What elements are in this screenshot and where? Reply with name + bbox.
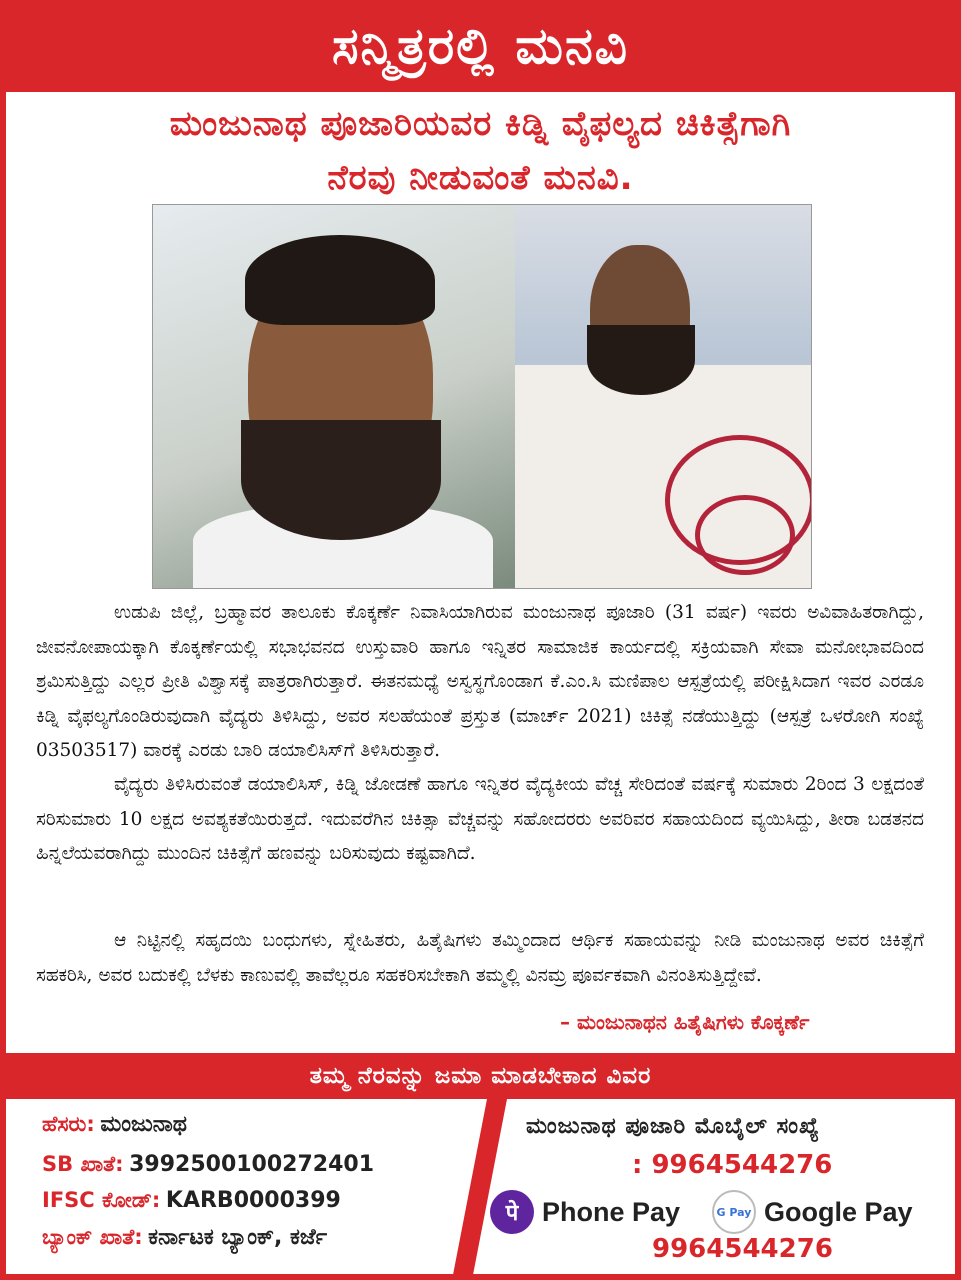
headline-line2: ನೆರವು ನೀಡುವಂತೆ ಮನವಿ. bbox=[327, 158, 634, 198]
phonepe-icon: पे bbox=[490, 1190, 534, 1234]
portrait-photo bbox=[153, 205, 515, 588]
phonepe-label: Phone Pay bbox=[542, 1196, 681, 1227]
payment-number: 9964544276 bbox=[652, 1234, 833, 1264]
body-paragraph-2: ವೈದ್ಯರು ತಿಳಿಸಿರುವಂತೆ ಡಯಾಲಿಸಿಸ್, ಕಿಡ್ನಿ ಜೋಡಣೆ ಹಾಗೂ ಇನ್ನಿತರ ವೈದ್ಯಕೀಯ ವೆಚ್ಚ ಸೇರಿದಂತೆ ವರ್ಷಕ್ಕೆ ಸುಮಾರು 2ರಿಂದ 3 ಲಕ್ಷದಂತೆ ಸರಿಸುಮಾರು 10 ಲಕ್ಷದ ಅವಶ್ಯಕತೆಯಿರುತ್ತದೆ. ಇದುವರೆಗಿನ ಚಿಕಿತ್ಸಾ ವೆಚ್ಚವನ್ನು ಸಹೋದರರು ಅವರಿವರ ಸಹಾಯದಿಂದ ವ್ಯಯಿಸಿದ್ದು, ತೀರಾ ಬಡತನದ ಹಿನ್ನಲೆಯವರಾಗಿದ್ದು ಮುಂದಿನ ಚಿಕಿತ್ಸೆಗೆ ಹಣವನ್ನು ಬರಿಸುವುದು ಕಷ್ಟವಾಗಿದೆ. bbox=[36, 774, 924, 864]
account-name-row: ಹೆಸರು: ಮಂಜುನಾಥ bbox=[42, 1112, 187, 1137]
body-paragraph-3: ಆ ನಿಟ್ಟಿನಲ್ಲಿ ಸಹೃದಯಿ ಬಂಧುಗಳು, ಸ್ನೇಹಿತರು, ಹಿತೈಷಿಗಳು ತಮ್ಮಿಂದಾದ ಆರ್ಥಿಕ ಸಹಾಯವನ್ನು ನೀಡಿ ಮಂಜುನಾಥ ಅವರ ಚಿಕಿತ್ಸೆಗೆ ಸಹಕರಿಸಿ, ಅವರ ಬದುಕಲ್ಲಿ ಬೆಳಕು ಕಾಣುವಲ್ಲಿ ತಾವೆಲ್ಲರೂ ಸಹಕರಿಸಬೇಕಾಗಿ ತಮ್ಮಲ್ಲಿ ವಿನಮ್ರ ಪೂರ್ವಕವಾಗಿ ವಿನಂತಿಸುತ್ತಿದ್ದೇವೆ. bbox=[36, 930, 924, 986]
headline-line1: ಮಂಜುನಾಥ ಪೂಜಾರಿಯವರ ಕಿಡ್ನಿ ವೈಫಲ್ಯದ ಚಿಕಿತ್ಸೆಗಾಗಿ bbox=[169, 104, 792, 144]
account-ifsc-row: IFSC ಕೋಡ್: KARB0000399 bbox=[42, 1188, 341, 1213]
deposit-banner bbox=[0, 1053, 961, 1099]
poster-title: ಸನ್ಮಿತ್ರರಲ್ಲಿ ಮನವಿ bbox=[331, 16, 629, 75]
account-sb-row: SB ಖಾತೆ: 3992500100272401 bbox=[42, 1152, 375, 1177]
signature: – ಮಂಜುನಾಥನ ಹಿತೈಷಿಗಳು ಕೊಕ್ಕರ್ಣೆ bbox=[560, 1010, 810, 1034]
mobile-title: ಮಂಜುನಾಥ ಪೂಜಾರಿ ಮೊಬೈಲ್ ಸಂಖ್ಯೆ bbox=[526, 1114, 820, 1139]
gpay-row bbox=[712, 1190, 913, 1234]
hospital-photo bbox=[515, 205, 811, 588]
body-paragraph-1: ಉಡುಪಿ ಜಿಲ್ಲೆ, ಬ್ರಹ್ಮಾವರ ತಾಲೂಕು ಕೊಕ್ಕರ್ಣೆ ನಿವಾಸಿಯಾಗಿರುವ ಮಂಜುನಾಥ ಪೂಜಾರಿ (31 ವರ್ಷ) ಇವರು ಅವಿವಾಹಿತರಾಗಿದ್ದು, ಜೀವನೋಪಾಯಕ್ಕಾಗಿ ಕೊಕ್ಕರ್ಣೆಯಲ್ಲಿ ಸಭಾಭವನದ ಉಸ್ತುವಾರಿ ಹಾಗೂ ಇನ್ನಿತರ ಸಾಮಾಜಿಕ ಕಾರ್ಯದಲ್ಲಿ ಸಕ್ರಿಯವಾಗಿ ಸೇವಾ ಮನೋಭಾವದಿಂದ ಶ್ರಮಿಸುತ್ತಿದ್ದು ಎಲ್ಲರ ಪ್ರೀತಿ ವಿಶ್ವಾಸಕ್ಕೆ ಪಾತ್ರರಾಗಿರುತ್ತಾರೆ. ಈತನಮಧ್ಯೆ ಅಸ್ವಸ್ಥಗೊಂಡಾಗ ಕೆ.ಎಂ.ಸಿ ಮಣಿಪಾಲ ಆಸ್ಪತ್ರೆಯಲ್ಲಿ ಪರೀಕ್ಷಿಸಿದಾಗ ಇವರ ಎರಡೂ ಕಿಡ್ನಿ ವೈಫಲ್ಯಗೊಂಡಿರುವುದಾಗಿ ವೈದ್ಯರು ತಿಳಿಸಿದ್ದು, ಅವರ ಸಲಹೆಯಂತೆ ಪ್ರಸ್ತುತ (ಮಾರ್ಚ್ 2021) ಚಿಕಿತ್ಸೆ ನಡೆಯುತ್ತಿದ್ದು (ಆಸ್ಪತ್ರೆ ಒಳರೋಗಿ ಸಂಖ್ಯೆ 03503517) ವಾರಕ್ಕೆ ಎರಡು ಬಾರಿ ಡಯಾಲಿಸಿಸ್‌ಗೆ ತಿಳಿಸಿರುತ್ತಾರೆ. bbox=[36, 602, 924, 761]
deposit-banner-text: ತಮ್ಮ ನೆರವನ್ನು ಜಮಾ ಮಾಡಬೇಕಾದ ವಿವರ bbox=[309, 1063, 652, 1089]
top-banner bbox=[0, 0, 961, 92]
account-bank-row: ಬ್ಯಾಂಕ್ ಖಾತೆ: ಕರ್ನಾಟಕ ಬ್ಯಾಂಕ್, ಕರ್ಜೆ bbox=[42, 1225, 327, 1250]
gpay-label: Google Pay bbox=[764, 1196, 913, 1227]
gpay-icon: G Pay bbox=[712, 1190, 756, 1234]
photo-panel bbox=[152, 204, 812, 589]
mobile-number: : 9964544276 bbox=[632, 1150, 833, 1180]
phonepe-row bbox=[490, 1190, 680, 1234]
